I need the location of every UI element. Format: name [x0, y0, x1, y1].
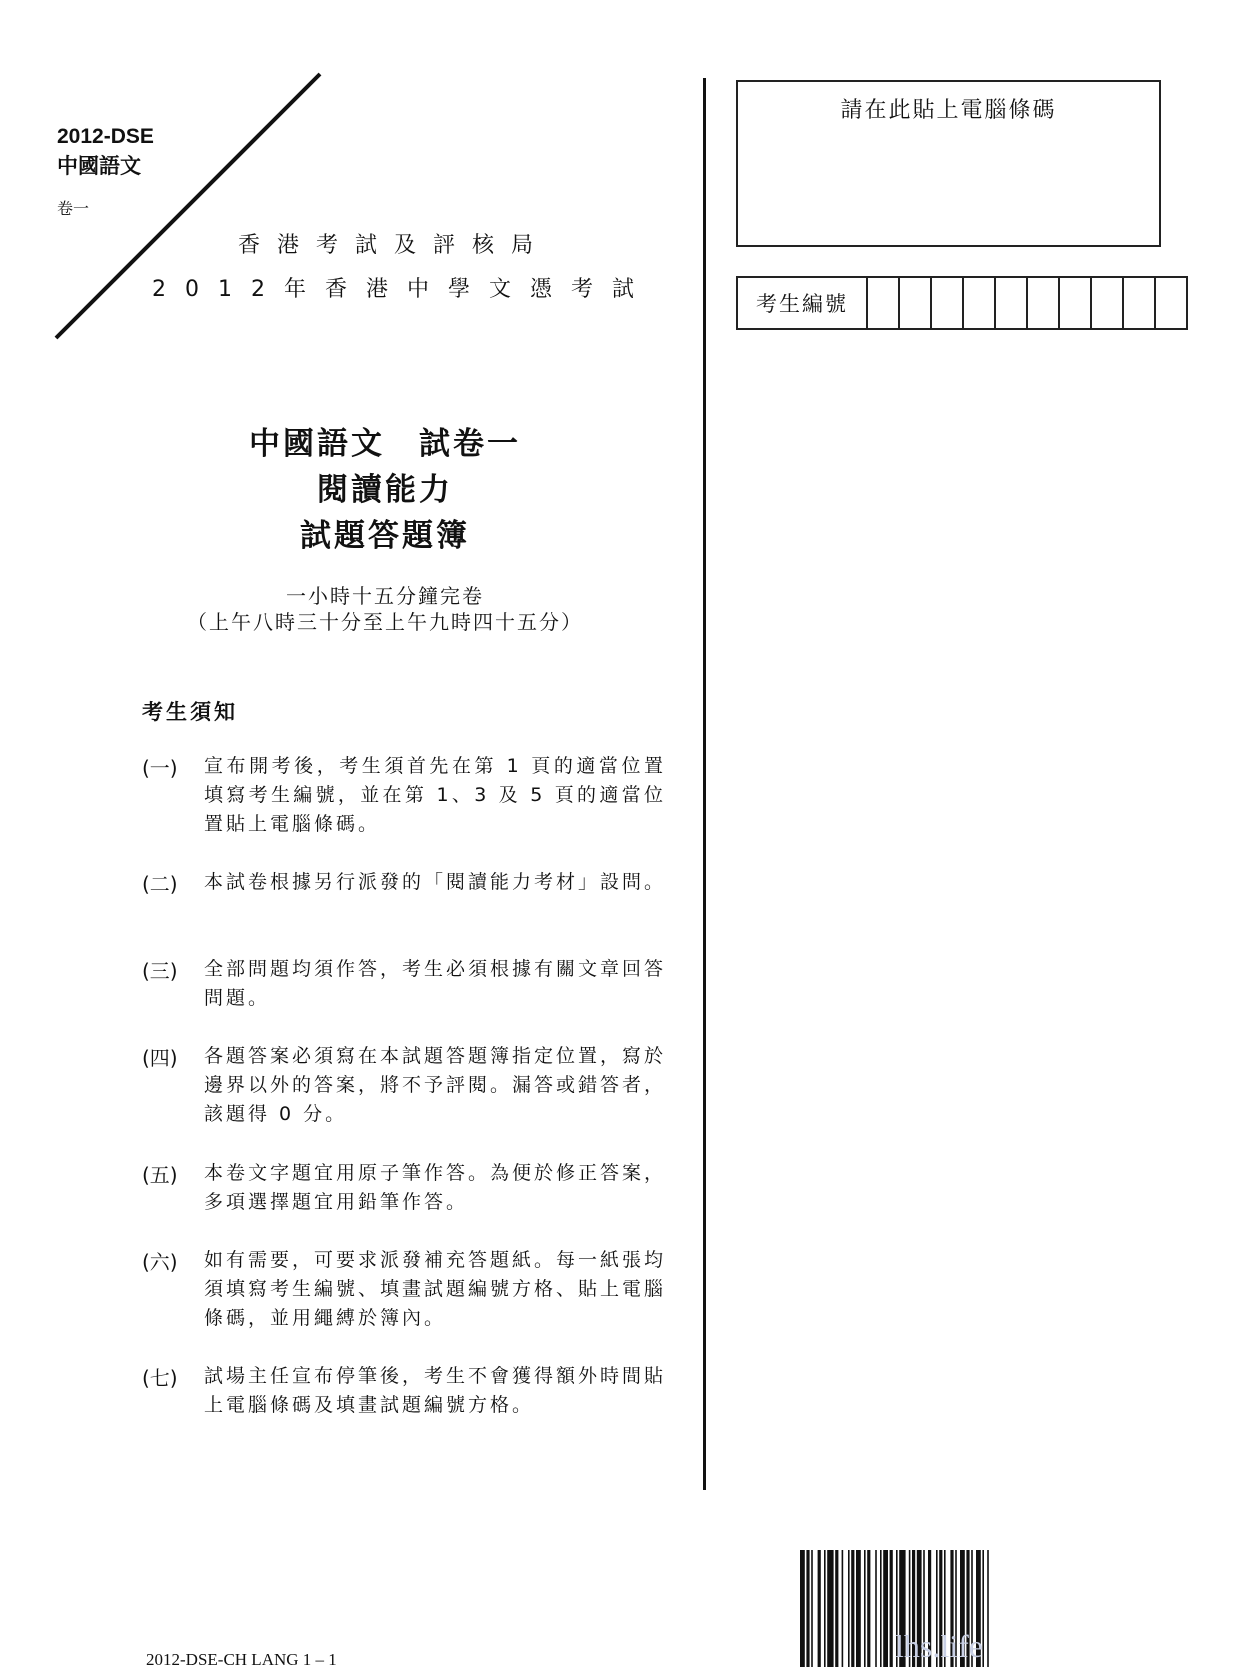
exam-name: 2012年香港中學文憑考試 [152, 277, 653, 302]
candidate-number-cell[interactable] [964, 278, 996, 328]
paper-booklet-title: 試題答題簿 [300, 518, 470, 554]
barcode-box-label: 請在此貼上電腦條碼 [840, 98, 1057, 123]
candidate-number-cell[interactable] [1092, 278, 1124, 328]
instruction-text: 各題答案必須寫在本試題答題簿指定位置，寫於邊界以外的答案，將不予評閱。漏答或錯答者，該題得 0 分。 [204, 1045, 667, 1125]
paper-subtitle: 閱讀能力 [317, 472, 453, 508]
exam-duration: 一小時十五分鐘完卷 [286, 584, 484, 608]
barcode-bar [806, 1550, 809, 1667]
instruction-number: (二) [142, 872, 178, 896]
barcode-bar [883, 1550, 888, 1667]
barcode-bar [987, 1550, 989, 1667]
barcode-bar [800, 1550, 805, 1667]
candidate-number-field [736, 276, 1188, 330]
instruction-text: 宣布開考後，考生須首先在第 1 頁的適當位置填寫考生編號，並在第 1、3 及 5 頁的適當位置貼上電腦條碼。 [204, 755, 666, 835]
candidate-number-cell[interactable] [932, 278, 964, 328]
barcode-bar [827, 1550, 833, 1667]
candidate-number-cell[interactable] [1028, 278, 1060, 328]
instruction-text: 本卷文字題宜用原子筆作答。為便於修正答案，多項選擇題宜用鉛筆作答。 [204, 1162, 667, 1213]
instruction-number: (六) [142, 1250, 178, 1274]
watermark-text: lhs.life [895, 1628, 983, 1664]
instruction-number: (七) [142, 1366, 178, 1390]
barcode-bar [856, 1550, 861, 1667]
instruction-number: (三) [142, 959, 178, 983]
barcode-bar [824, 1550, 826, 1667]
corner-paper-number: 卷一 [57, 199, 90, 218]
paper-title: 中國語文 試卷一 [249, 426, 521, 462]
authority-name: 香港考試及評核局 [238, 233, 551, 258]
instruction-number: (一) [142, 756, 178, 780]
barcode-bar [835, 1550, 838, 1667]
barcode-label-box [736, 80, 1161, 247]
candidate-number-cell[interactable] [900, 278, 932, 328]
barcode-bar [848, 1550, 850, 1667]
barcode-bar [864, 1550, 866, 1667]
candidate-number-cell[interactable] [1060, 278, 1092, 328]
candidate-number-cell[interactable] [996, 278, 1028, 328]
corner-subject: 中國語文 [57, 154, 141, 178]
footer-page-code: 2012-DSE-CH LANG 1 – 1 [146, 1650, 337, 1669]
corner-exam-code: 2012-DSE [57, 125, 154, 148]
candidate-number-cell[interactable] [1156, 278, 1186, 328]
instruction-text: 本試卷根據另行派發的「閱讀能力考材」設問。 [204, 871, 667, 893]
barcode-bar [880, 1550, 882, 1667]
barcode-bar [890, 1550, 893, 1667]
page-divider [703, 78, 706, 1490]
exam-time-span: （上午八時三十分至上午九時四十五分） [187, 610, 583, 634]
barcode-bar [875, 1550, 877, 1667]
barcode-bar [867, 1550, 870, 1667]
candidate-number-cell[interactable] [1124, 278, 1156, 328]
barcode-bar [851, 1550, 854, 1667]
barcode-bar [842, 1550, 844, 1667]
instruction-text: 試場主任宣布停筆後，考生不會獲得額外時間貼上電腦條碼及填畫試題編號方格。 [204, 1365, 667, 1416]
candidate-number-label: 考生編號 [738, 278, 868, 328]
instruction-number: (四) [142, 1046, 178, 1070]
instruction-text: 全部問題均須作答，考生必須根據有關文章回答問題。 [204, 958, 667, 1009]
instructions-heading: 考生須知 [142, 700, 238, 724]
barcode-bar [818, 1550, 821, 1667]
candidate-number-cell[interactable] [868, 278, 900, 328]
instruction-text: 如有需要，可要求派發補充答題紙。每一紙張均須填寫考生編號、填畫試題編號方格、貼上電腦條碼，並用繩縛於簿內。 [204, 1249, 667, 1329]
barcode-bar [811, 1550, 813, 1667]
instruction-number: (五) [142, 1163, 178, 1187]
